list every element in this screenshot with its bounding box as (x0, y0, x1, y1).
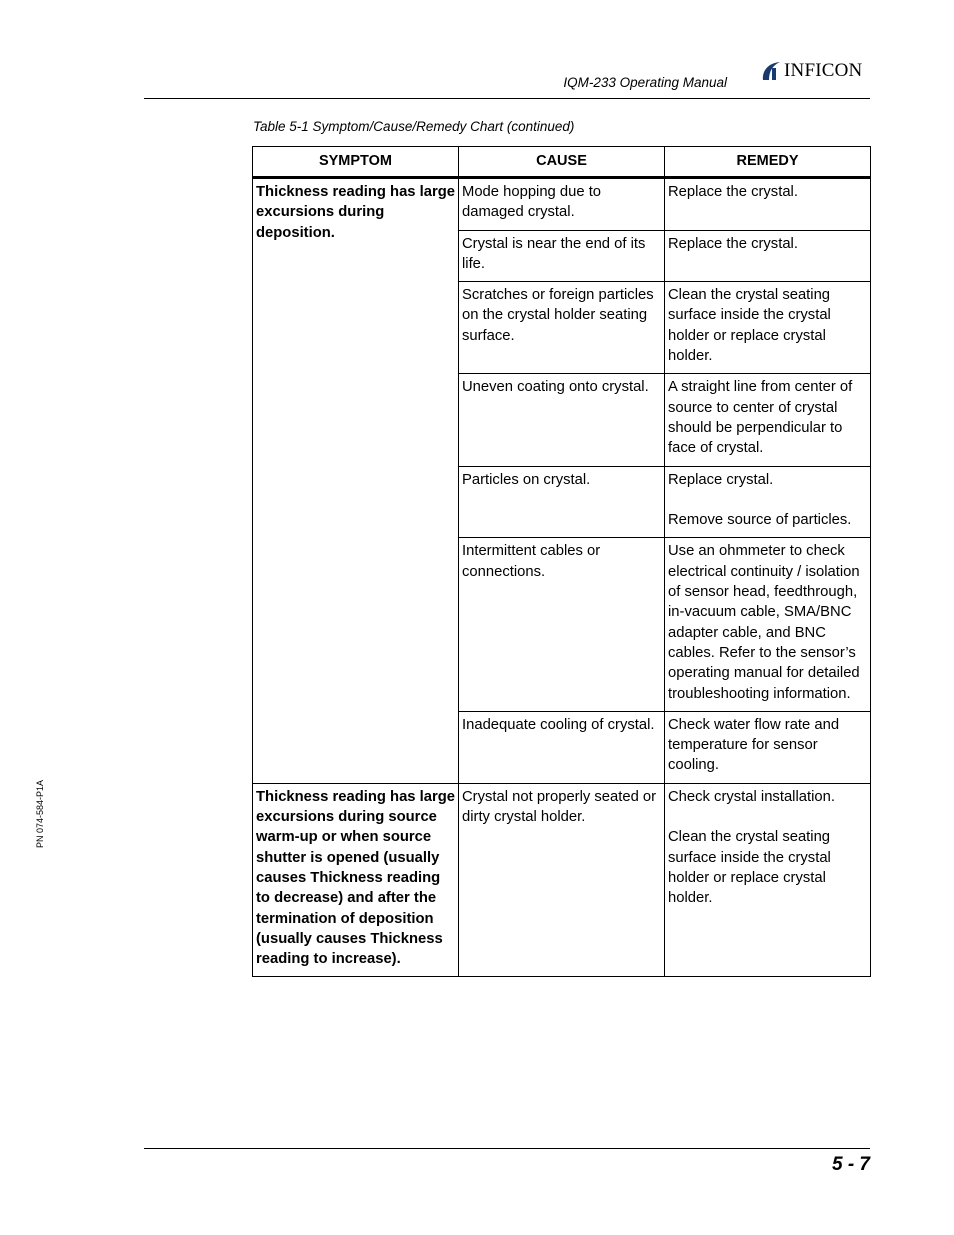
remedy-cell (665, 178, 871, 231)
cause-cell: Inadequate cooling of crystal. (459, 711, 665, 783)
header-remedy: REMEDY (665, 147, 871, 178)
cause-cell: Uneven coating onto crystal. (459, 374, 665, 466)
remedy-paragraph: Clean the crystal seating surface inside the crystal holder or replace crystal holder. (668, 287, 831, 365)
cause-cell: Crystal not properly seated or dirty crystal holder. (459, 783, 665, 977)
header-rule (144, 98, 870, 99)
part-number-label: PN 074-584-P1A (35, 779, 45, 848)
table-row (253, 178, 871, 231)
remedy-cell (665, 538, 871, 711)
cause-cell: Particles on crystal. (459, 466, 665, 538)
remedy-paragraph: Replace the crystal. (668, 184, 798, 200)
remedy-cell (665, 230, 871, 282)
remedy-paragraph: Clean the crystal seating surface inside the crystal holder or replace crystal holder. (668, 829, 831, 907)
table-caption: Table 5-1 Symptom/Cause/Remedy Chart (continued) (253, 119, 575, 134)
cause-cell: Intermittent cables or connections. (459, 538, 665, 711)
remedy-cell (665, 466, 871, 538)
logo-text: INFICON (784, 60, 863, 81)
remedy-cell (665, 711, 871, 783)
symptom-cell: Thickness reading has large excursions during source warm-up or when source shutter is opened (usually causes Thickness reading to decrease) and after the termination of deposition (usually causes Thickness reading to increase). (253, 783, 459, 977)
cause-cell: Crystal is near the end of its life. (459, 230, 665, 282)
cause-cell: Scratches or foreign particles on the crystal holder seating surface. (459, 282, 665, 374)
remedy-paragraph: Check water flow rate and temperature for sensor cooling. (668, 716, 840, 774)
cause-cell: Mode hopping due to damaged crystal. (459, 178, 665, 231)
paragraph-gap (668, 807, 867, 827)
remedy-paragraph: Remove source of particles. (668, 512, 852, 529)
header-symptom: SYMPTOM (253, 147, 459, 178)
paragraph-gap (668, 490, 867, 510)
table-row (253, 783, 871, 977)
symptom-cause-remedy-table (252, 146, 871, 977)
table-header-row (253, 147, 871, 178)
remedy-paragraph: Replace crystal. (668, 471, 774, 488)
remedy-cell (665, 783, 871, 977)
symptom-cell: Thickness reading has large excursions during deposition. (253, 178, 459, 784)
remedy-cell (665, 282, 871, 374)
remedy-paragraph: Check crystal installation. (668, 788, 835, 805)
remedy-paragraph: Replace the crystal. (668, 235, 798, 252)
remedy-paragraph: Use an ohmmeter to check electrical continuity / isolation of sensor head, feedthrough, in-vacuum cable, SMA/BNC adapter cable, and BNC cables. Refer to the sensor’s operating manual for detailed troubleshooting information. (668, 543, 860, 702)
manual-title: IQM-233 Operating Manual (563, 75, 727, 90)
page-number: 5 - 7 (831, 1154, 870, 1175)
inficon-logo-icon (760, 60, 782, 82)
remedy-paragraph: A straight line from center of source to center of crystal should be perpendicular to face of crystal. (668, 379, 853, 457)
footer-rule (144, 1148, 870, 1149)
remedy-cell (665, 374, 871, 466)
header-cause: CAUSE (459, 147, 665, 178)
inficon-logo (760, 60, 862, 82)
